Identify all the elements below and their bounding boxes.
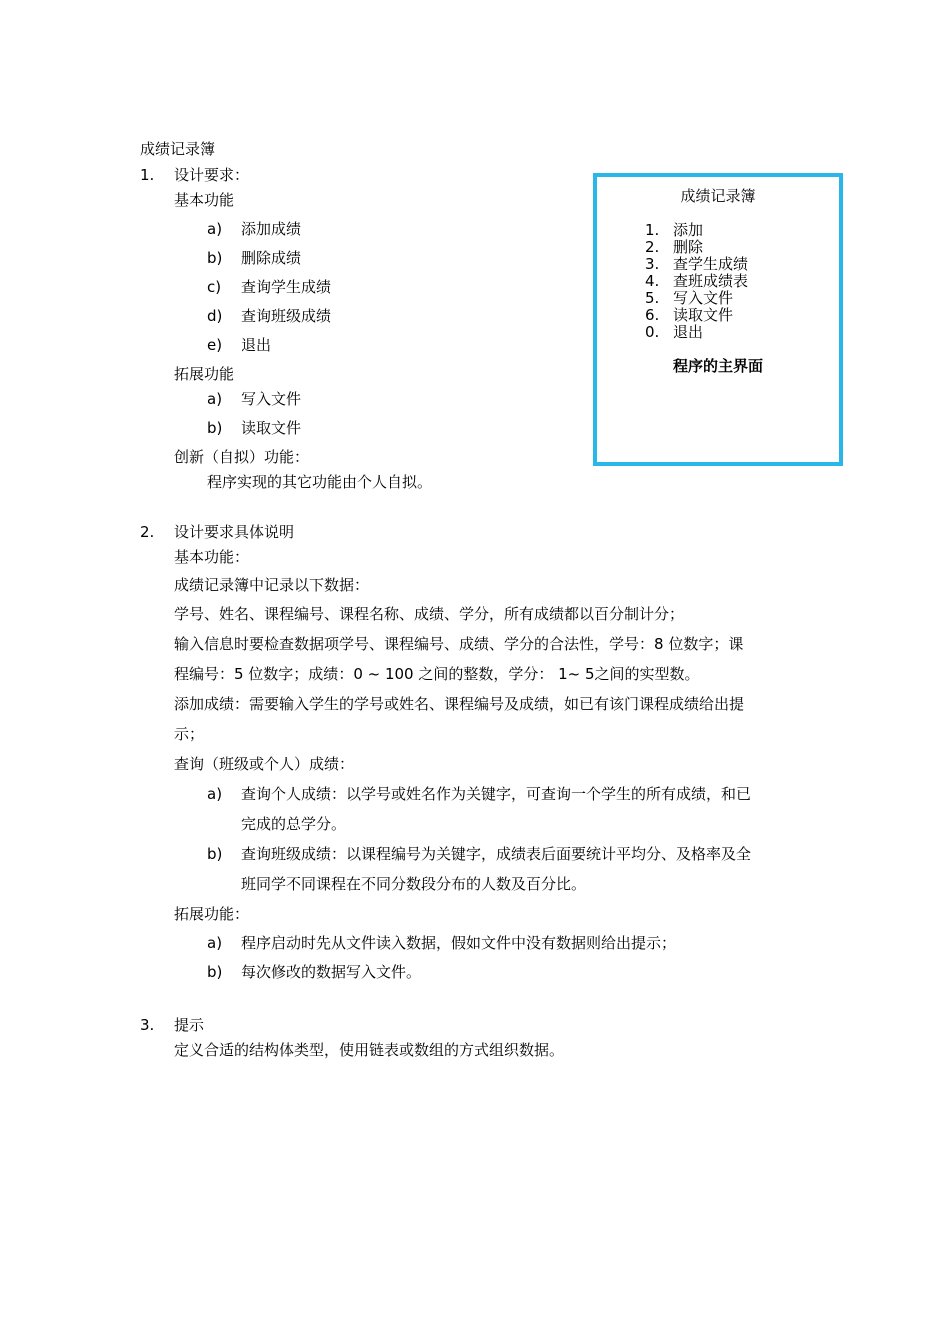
menu-item: 6. 读取文件 (645, 306, 734, 324)
list-marker: e) (207, 336, 223, 354)
section-2-heading: 设计要求具体说明 (174, 523, 295, 541)
basic-features-label: 基本功能： (174, 548, 250, 566)
extended-features-label: 拓展功能： (174, 905, 250, 923)
list-marker: b) (207, 845, 223, 863)
menu-item: 2. 删除 (645, 238, 704, 256)
list-item: 退出 (241, 336, 272, 354)
paragraph: 示； (174, 725, 205, 743)
list-item: 查询班级成绩：以课程编号为关键字，成绩表后面要统计平均分、及格率及全 (241, 845, 752, 863)
paragraph: 添加成绩：需要输入学生的学号或姓名、课程编号及成绩，如已有该门课程成绩给出提 (174, 695, 745, 713)
menu-caption: 程序的主界面 (672, 357, 763, 375)
list-item-continued: 班同学不同课程在不同分数段分布的人数及百分比。 (241, 875, 587, 893)
paragraph: 程编号：5 位数字；成绩：0 ~ 100 之间的整数，学分： 1~ 5之间的实型数。 (174, 665, 700, 683)
section-1-number: 1. (140, 166, 155, 184)
list-marker: b) (207, 963, 223, 981)
list-marker: a) (207, 785, 223, 803)
list-item: 程序启动时先从文件读入数据，假如文件中没有数据则给出提示； (241, 934, 677, 952)
section-2-number: 2. (140, 523, 155, 541)
list-item: 每次修改的数据写入文件。 (241, 963, 422, 981)
innovation-text: 程序实现的其它功能由个人自拟。 (207, 473, 433, 491)
innovation-label: 创新（自拟）功能： (174, 448, 310, 466)
main-menu-box (593, 173, 843, 466)
menu-item: 5. 写入文件 (645, 289, 734, 307)
list-marker: a) (207, 220, 223, 238)
list-item: 查询个人成绩：以学号或姓名作为关键字，可查询一个学生的所有成绩，和已 (241, 785, 752, 803)
section-1-heading: 设计要求： (174, 166, 250, 184)
menu-title: 成绩记录簿 (680, 187, 756, 205)
paragraph: 学号、姓名、课程编号、课程名称、成绩、学分，所有成绩都以百分制计分； (174, 605, 685, 623)
menu-item: 3. 查学生成绩 (645, 255, 749, 273)
paragraph: 定义合适的结构体类型，使用链表或数组的方式组织数据。 (174, 1041, 565, 1059)
list-marker: d) (207, 307, 223, 325)
list-item: 查询学生成绩 (241, 278, 332, 296)
list-item: 写入文件 (241, 390, 302, 408)
list-item-continued: 完成的总学分。 (241, 815, 347, 833)
list-marker: a) (207, 934, 223, 952)
query-label: 查询（班级或个人）成绩： (174, 755, 355, 773)
list-marker: b) (207, 249, 223, 267)
paragraph: 输入信息时要检查数据项学号、课程编号、成绩、学分的合法性，学号：8 位数字；课 (174, 635, 744, 653)
section-3-heading: 提示 (174, 1016, 205, 1034)
doc-title: 成绩记录簿 (140, 140, 216, 158)
list-marker: b) (207, 419, 223, 437)
section-3-number: 3. (140, 1016, 155, 1034)
basic-features-label: 基本功能 (174, 191, 235, 209)
menu-item: 4. 查班成绩表 (645, 272, 749, 290)
menu-item: 0. 退出 (645, 323, 704, 341)
paragraph: 成绩记录簿中记录以下数据： (174, 576, 370, 594)
menu-item: 1. 添加 (645, 221, 704, 239)
list-item: 删除成绩 (241, 249, 302, 267)
list-item: 查询班级成绩 (241, 307, 332, 325)
list-item: 读取文件 (241, 419, 302, 437)
extended-features-label: 拓展功能 (174, 365, 235, 383)
list-marker: a) (207, 390, 223, 408)
list-item: 添加成绩 (241, 220, 302, 238)
list-marker: c) (207, 278, 222, 296)
